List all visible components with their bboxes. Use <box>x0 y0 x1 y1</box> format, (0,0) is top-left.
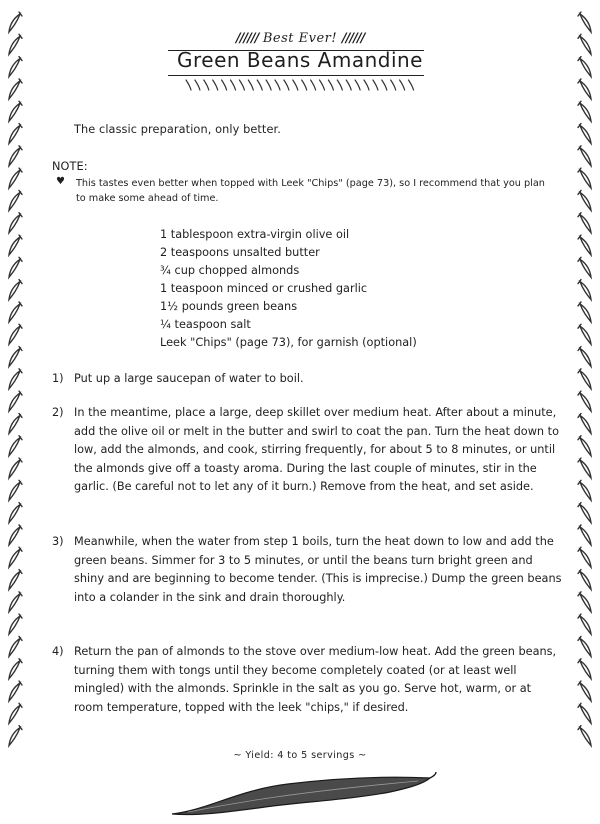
recipe-header <box>0 26 600 106</box>
ingredient-item: Leek "Chips" (page 73), for garnish (optional) <box>160 336 417 349</box>
tag-slashes-left-icon: ////// <box>235 31 259 46</box>
ingredient-item: 2 teaspoons unsalted butter <box>160 246 320 259</box>
step-text: In the meantime, place a large, deep skillet over medium heat. After about a minute, add the olive oil or melt in the butter and swirl to coat the pan. Turn the heat down to low, add the almonds, and cook, stirring frequently, for about 5 to 8 minutes, or until the almonds give off a toasty aroma. During the last couple of minutes, stir in the garlic. (Be careful not to let any of it burn.) Remove from the heat, and set aside. <box>74 406 560 493</box>
ingredient-item: 1 tablespoon extra-virgin olive oil <box>160 228 350 241</box>
ingredient-list <box>160 226 540 352</box>
step-number: 4) <box>52 645 64 658</box>
recipe-title: Green Beans Amandine <box>177 48 423 72</box>
decorative-leaf-row-icon <box>182 78 418 92</box>
note-label: NOTE: <box>52 160 88 173</box>
green-bean-icon <box>168 770 438 820</box>
step-1 <box>52 370 562 389</box>
step-3 <box>52 533 562 607</box>
ingredient-item: ¼ teaspoon salt <box>160 318 251 331</box>
bullet-icon: ♥ <box>56 176 65 187</box>
ingredient-item: 1 teaspoon minced or crushed garlic <box>160 282 368 295</box>
step-text: Return the pan of almonds to the stove over medium-low heat. Add the green beans, turning them with tongs until they become completely coated (or at least well mingled) with the almonds. Sprinkle in the salt as you go. Serve hot, warm, or at room temperature, topped with the leek "chips," if desired. <box>74 645 557 714</box>
ingredient-item: ¾ cup chopped almonds <box>160 264 300 277</box>
step-number: 2) <box>52 406 64 419</box>
recipe-yield: ~ Yield: 4 to 5 servings ~ <box>233 750 367 761</box>
best-ever-tag <box>0 31 600 46</box>
step-4 <box>52 643 562 717</box>
step-number: 3) <box>52 535 64 548</box>
note-text: This tastes even better when topped with Leek "Chips" (page 73), so I recommend that you plan to make some ahead of time. <box>76 178 545 204</box>
left-bean-border-icon <box>4 10 26 750</box>
ingredient-item: 1½ pounds green beans <box>160 300 298 313</box>
tag-label: Best Ever! <box>262 31 338 46</box>
step-text: Put up a large saucepan of water to boil. <box>74 372 304 385</box>
step-text: Meanwhile, when the water from step 1 boils, turn the heat down to low and add the green beans. Simmer for 3 to 5 minutes, or until the beans turn bright green and shiny and are beginning to become tender. (This is imprecise.) Dump the green beans into a colander in the sink and drain thoroughly. <box>74 535 562 604</box>
tag-slashes-right-icon: ////// <box>341 31 365 46</box>
step-number: 1) <box>52 372 64 385</box>
recipe-intro: The classic preparation, only better. <box>74 123 281 136</box>
step-2 <box>52 404 562 497</box>
right-bean-border-icon <box>574 10 596 750</box>
